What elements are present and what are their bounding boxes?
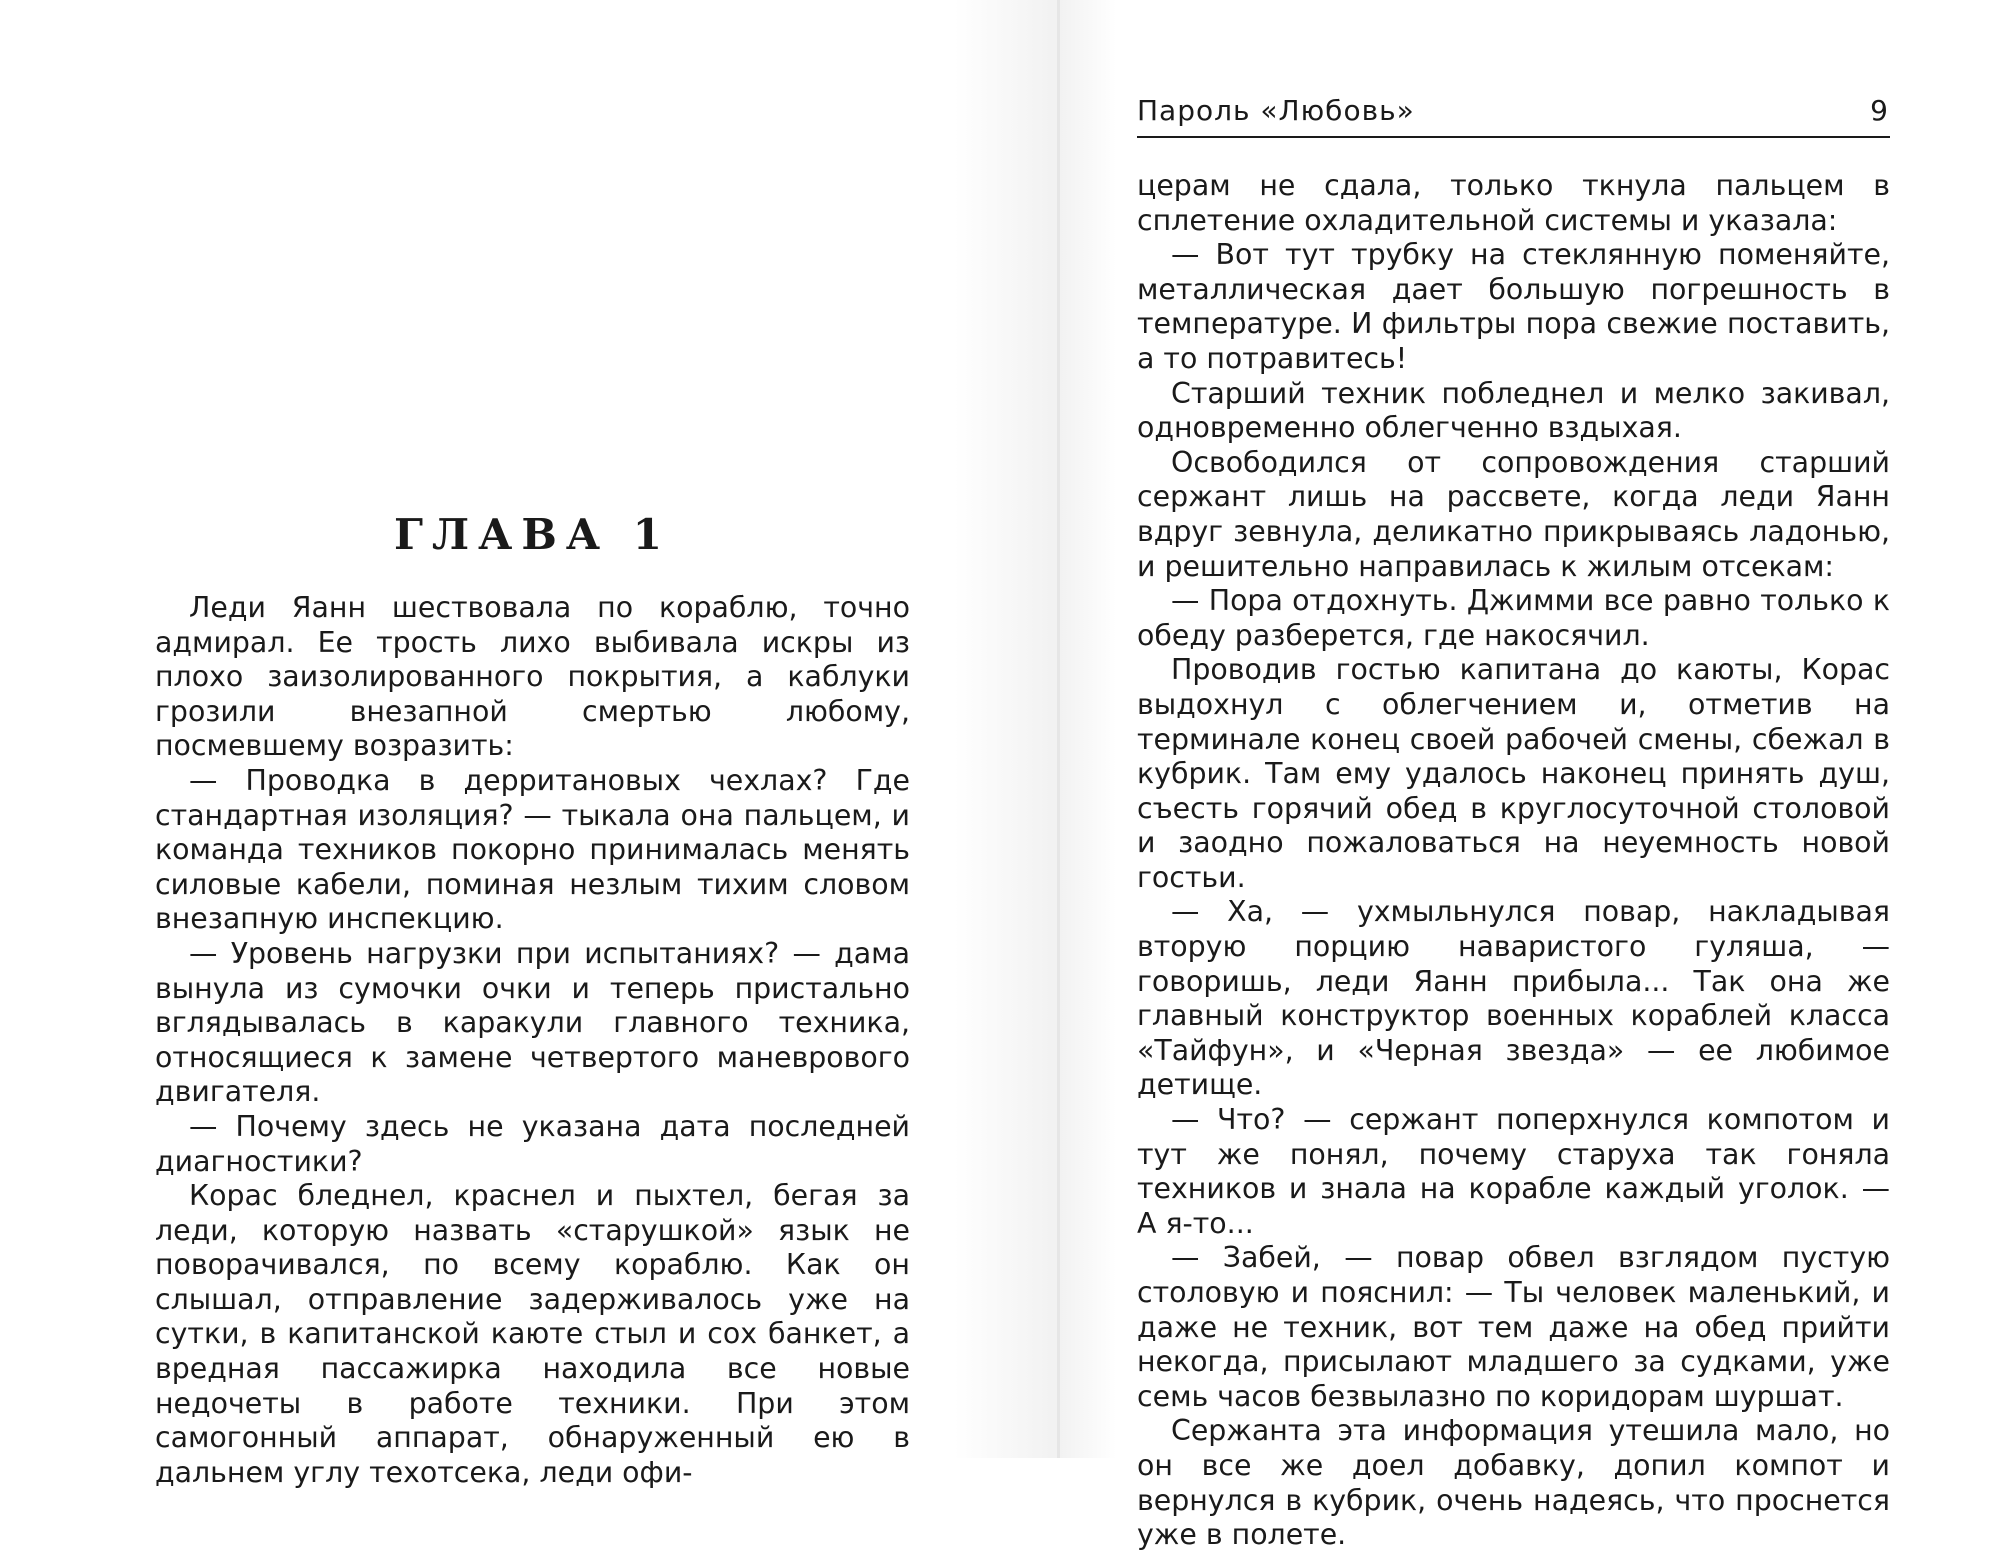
paragraph: — Ха, — ухмыльнулся повар, накладывая вторую порцию наваристого гуляша, — говоришь, леди Яанн прибыла... Так она же главный конструктор военных кораблей класса «Тайфун», и «Черная звезда» — ее любимое детище. <box>1137 895 1890 1102</box>
running-header <box>1137 90 1890 138</box>
paragraph: Освободился от сопровождения старший сержант лишь на рассвете, когда леди Яанн вдруг зевнула, деликатно прикрываясь ладонью, и решительно направилась к жилым отсекам: <box>1137 445 1890 583</box>
page-number: 9 <box>1870 94 1888 127</box>
paragraph: — Проводка в дерритановых чехлах? Где стандартная изоляция? — тыкала она пальцем, и команда техников покорно принималась менять силовые кабели, поминая незлым тихим словом внезапную инспекцию. <box>155 763 910 936</box>
paragraph: — Что? — сержант поперхнулся компотом и тут же понял, почему старуха так гоняла техников и знала на корабле каждый уголок. — А я-то... <box>1137 1103 1890 1240</box>
paragraph: — Пора отдохнуть. Джимми все равно только к обеду разберется, где накосячил. <box>1137 584 1890 652</box>
paragraph: Старший техник побледнел и мелко закивал, одновременно облегченно вздыхая. <box>1137 376 1890 445</box>
paragraph: — Забей, — повар обвел взглядом пустую столовую и пояснил: — Ты человек маленький, и даже не техник, вот тем даже на обед прийти некогда, присылают младшего за судками, уже семь часов безвылазно по коридорам шуршат. <box>1137 1241 1890 1413</box>
paragraph: — Почему здесь не указана дата последней диагностики? <box>155 1109 910 1178</box>
paragraph: Проводив гостью капитана до каюты, Корас выдохнул с облегчением и, отметив на терминале конец своей рабочей смены, сбежал в кубрик. Там ему удалось наконец принять душ, съесть горячий обед в круглосуточной столовой и заодно пожаловаться на неуемность новой гостьи. <box>1137 653 1890 894</box>
left-page-text <box>155 591 910 1490</box>
paragraph: — Вот тут трубку на стеклянную поменяйте, металлическая дает большую погрешность в температуре. И фильтры пора свежие поставить, а то потравитесь! <box>1137 238 1890 375</box>
paragraph: Леди Яанн шествовала по кораблю, точно адмирал. Ее трость лихо выбивала искры из плохо заизолированного покрытия, а каблуки грозили внезапной смертью любому, посмевшему возразить: <box>155 591 910 763</box>
right-page-text <box>1137 169 1890 1553</box>
running-title: Пароль «Любовь» <box>1137 94 1415 127</box>
paragraph: — Уровень нагрузки при испытаниях? — дама вынула из сумочки очки и теперь пристально вглядывалась в каракули главного техника, относящиеся к замене четвертого маневрового двигателя. <box>155 936 910 1109</box>
paragraph: Корас бледнел, краснел и пыхтел, бегая за леди, которую назвать «старушкой» язык не поворачивался, по всему кораблю. Как он слышал, отправление задерживалось уже на сутки, в капитанской каюте стыл и сох банкет, а вредная пассажирка находила все новые недочеты в работе техники. При этом самогонный аппарат, обнаруженный ею в дальнем углу техотсека, леди офи- <box>155 1179 910 1489</box>
chapter-heading: ГЛАВА 1 <box>394 510 671 559</box>
paragraph: церам не сдала, только ткнула пальцем в сплетение охладительной системы и указала: <box>1137 169 1890 237</box>
paragraph: Сержанта эта информация утешила мало, но он все же доел добавку, допил компот и вернулся в кубрик, очень надеясь, что проснется уже в полете. <box>1137 1414 1890 1552</box>
